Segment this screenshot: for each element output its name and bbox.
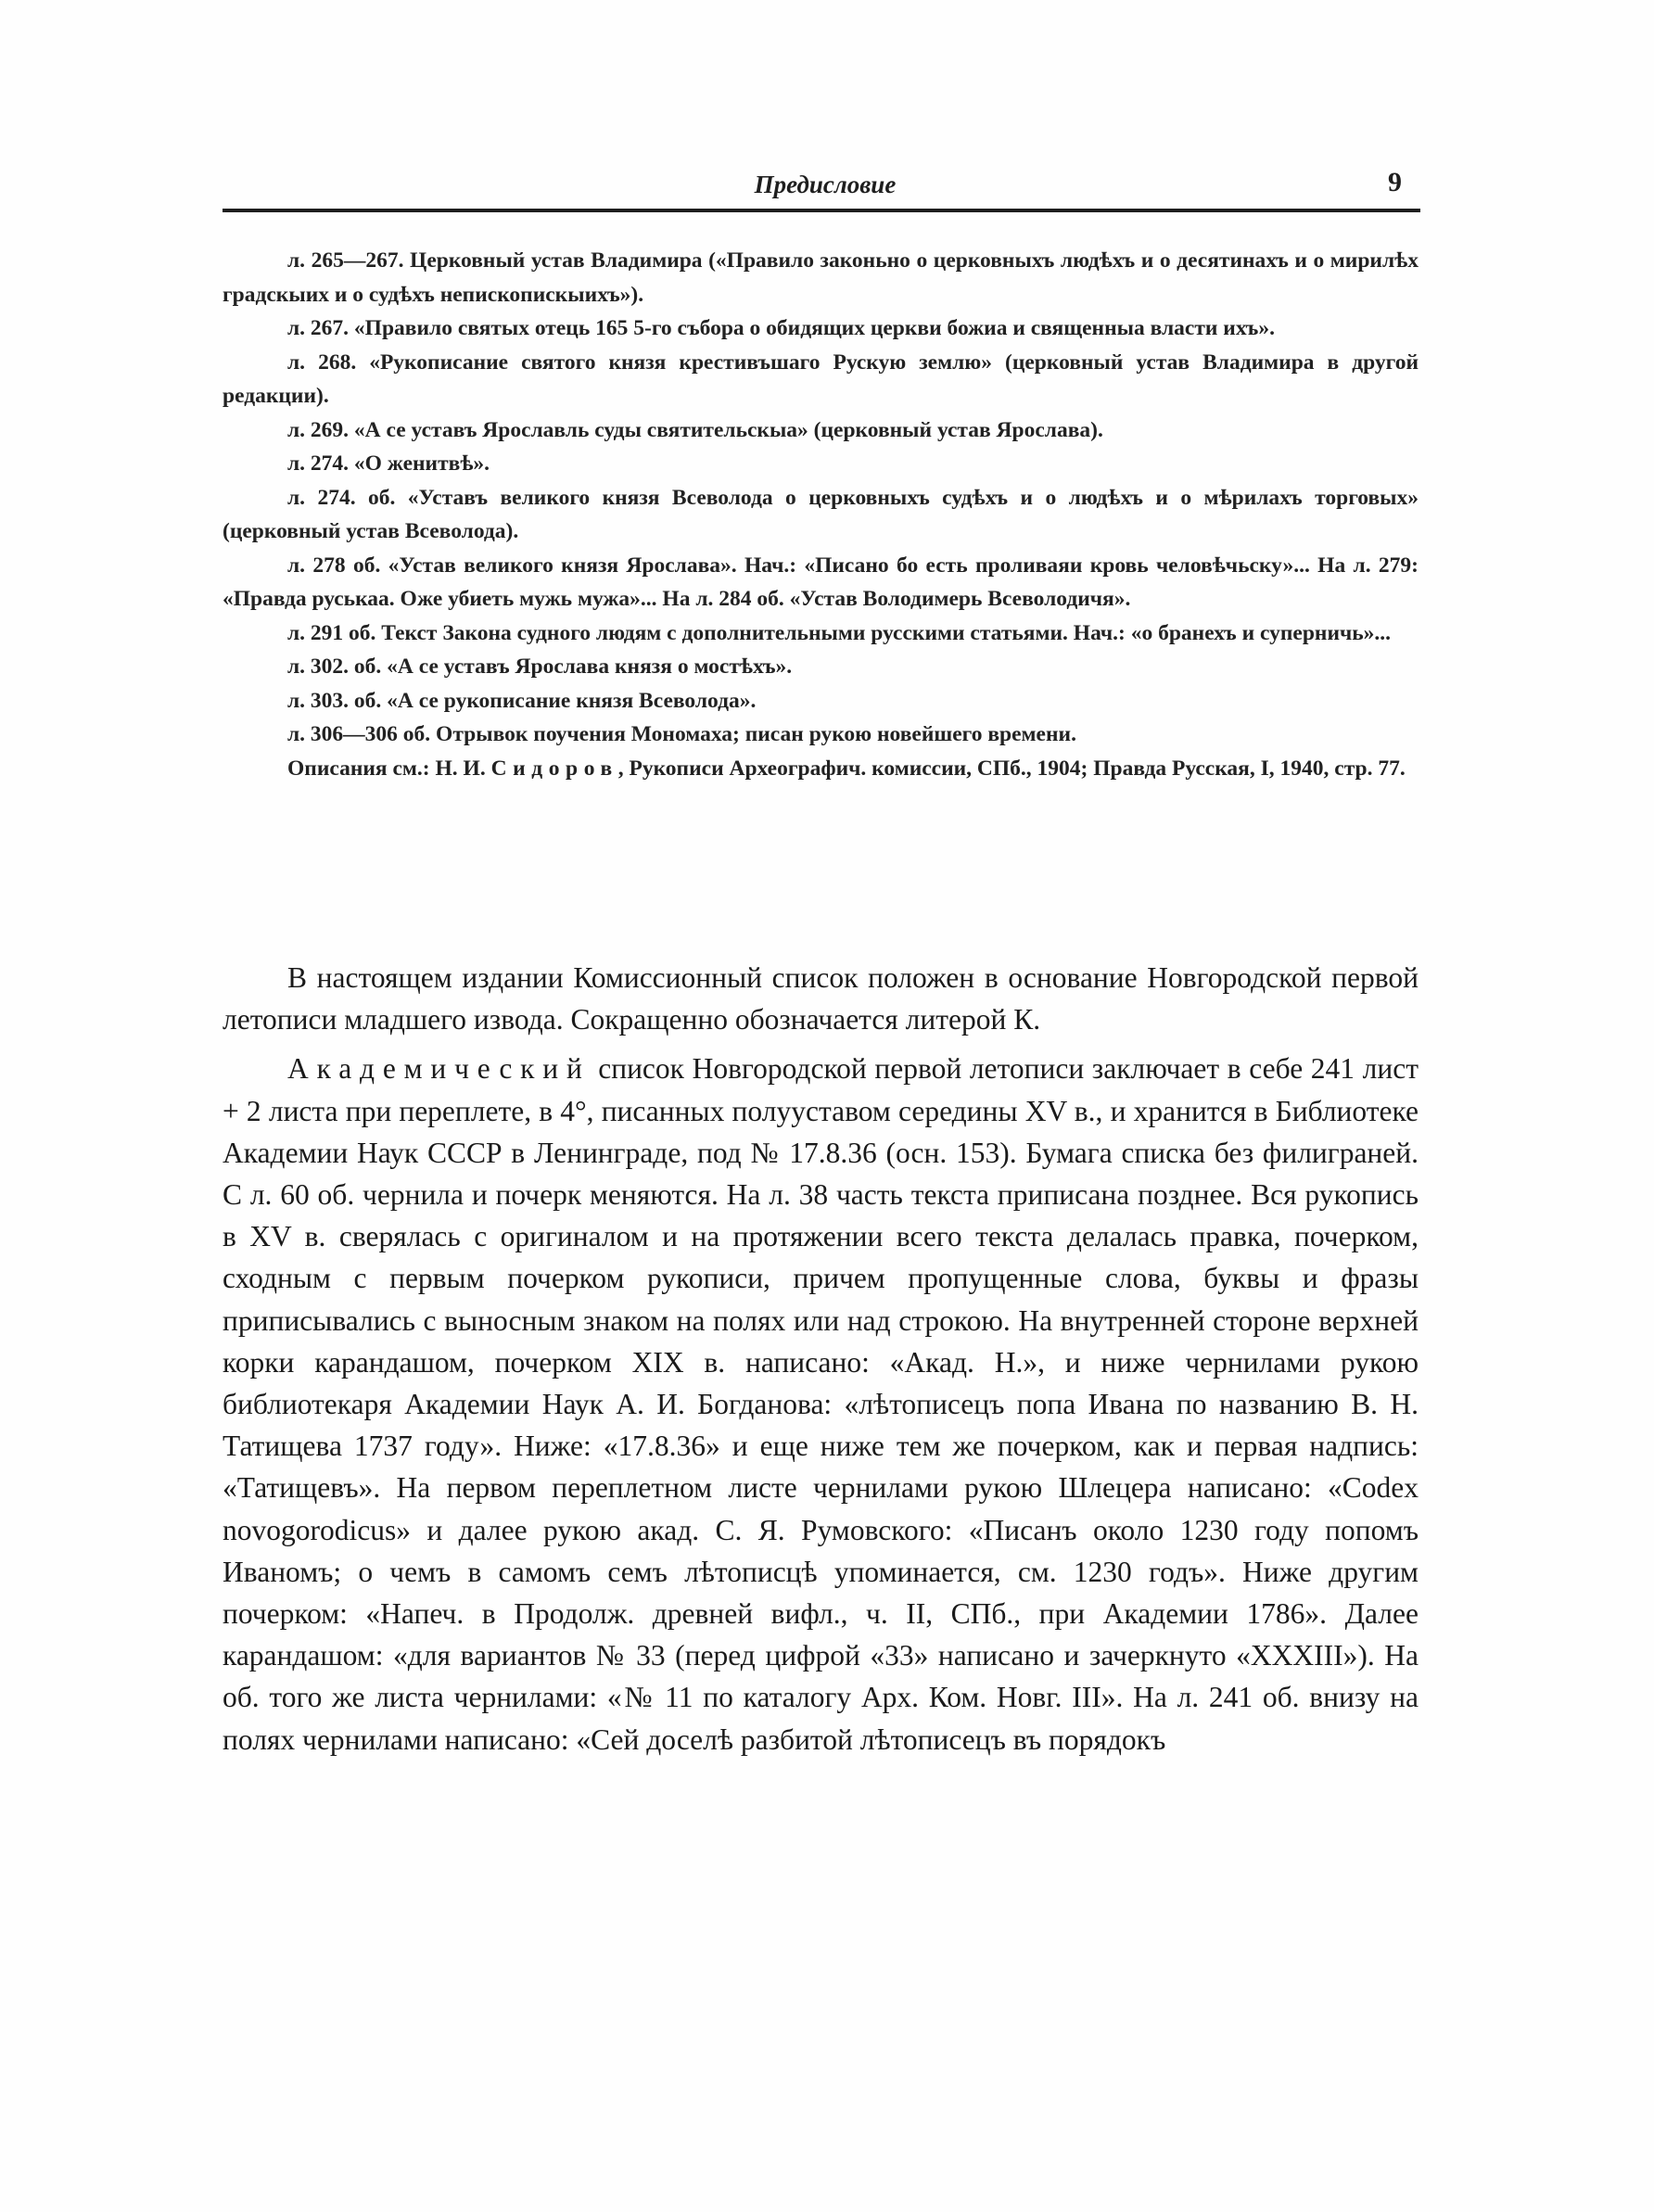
contents-entry: л. 291 об. Текст Закона судного людям с дополнительными русскими статьями. Нач.: «о бранехъ и суперничь»...	[287, 620, 1392, 645]
contents-entry: л. 265—267. Церковный устав Владимира («Правило законьно о церковныхъ людѣхъ и о десятинахъ и о мирилѣх градскыих и о судѣхъ непископискыихъ»).	[223, 248, 1419, 307]
bibliography-author: Сидоров	[490, 756, 618, 781]
header-rule	[223, 209, 1420, 212]
contents-entry: л. 274. «О женитвѣ».	[287, 451, 490, 476]
main-text	[223, 957, 1419, 1761]
contents-entry: л. 278 об. «Устав великого князя Ярослава». Нач.: «Писано бо есть проливаяи кровь человѣчьску»... На л. 279: «Правда руськаа. Оже убиеть мужь мужа»... На л. 284 об. «Устав Володимерь Всеволодичя».	[223, 553, 1419, 611]
running-title: Предисловие	[754, 171, 897, 198]
paragraph-commission-list: В настоящем издании Комиссионный список положен в основание Новгородской первой летописи младшего извода. Сокращенно обозначается литерой К.	[223, 961, 1419, 1036]
contents-entry: л. 306—306 об. Отрывок поучения Мономаха; писан рукою новейшего времени.	[287, 722, 1076, 746]
manuscript-contents-list	[223, 244, 1419, 785]
paragraph-lead-word: Академический	[287, 1052, 591, 1086]
bibliography-prefix: Описания см.: Н. И.	[287, 756, 491, 781]
contents-entry: л. 303. об. «А се рукописание князя Всеволода».	[287, 688, 757, 713]
running-head	[223, 167, 1428, 213]
contents-entry: л. 302. об. «А се уставъ Ярослава князя о мостѣхъ».	[287, 655, 793, 679]
contents-entry: л. 267. «Правило святых отець 165 5-го събора о обидящих церкви божиа и священныа власти ихъ».	[287, 316, 1276, 340]
paragraph-body: список Новгородской первой летописи заключает в себе 241 лист + 2 листа при переплете, в 4°, писанных полууставом середины XV в., и хранится в Библиотеке Академии Наук СССР в Ленинграде, под № 17.8.36 (осн. 153). Бумага списка без филиграней. С л. 60 об. чернила и почерк меняются. На л. 38 часть текста приписана позднее. Вся рукопись в XV в. сверялась с оригиналом и на протяжении всего текста делалась правка, почерком, сходным с первым почерком рукописи, причем пропущенные слова, буквы и фразы приписывались с выносным знаком на полях или над строкою. На внутренней стороне верхней корки карандашом, почерком XIX в. написано: «Акад. Н.», и ниже чернилами рукою библиотекаря Академии Наук А. И. Богданова: «лѣтописецъ попа Ивана по названию В. Н. Татищева 1737 году». Ниже: «17.8.36» и еще ниже тем же почерком, как и первая надпись: «Татищевъ». На первом переплетном листе чернилами рукою Шлецера написано: «Codex novogorodicus» и далее рукою акад. С. Я. Румовского: «Писанъ около 1230 году попомъ Иваномъ; о чемъ в самомъ семъ лѣтописцѣ упоминается, см. 1230 годъ». Ниже другим почерком: «Напеч. в Продолж. древней вифл., ч. II, СПб., при Академии 1786». Далее карандашом: «для вариантов № 33 (перед цифрой «33» написано и зачеркнуто «XXXIII»). На об. того же листа чернилами: «№ 11 по каталогу Арх. Ком. Новг. III». На л. 241 об. внизу на полях чернилами написано: «Сей доселѣ разбитой лѣтописецъ въ порядокъ	[223, 1052, 1419, 1756]
contents-entry: л. 269. «А се уставъ Ярославль суды святительскыа» (церковный устав Ярослава).	[287, 417, 1103, 442]
bibliography-suffix: , Рукописи Археографич. комиссии, СПб., 1904; Правда Русская, I, 1940, стр. 77.	[617, 756, 1406, 781]
contents-entry: л. 274. об. «Уставъ великого князя Всеволода о церковныхъ судѣхъ и о людѣхъ и о мѣрилахъ торговых» (церковный устав Всеволода).	[223, 485, 1419, 543]
paragraph-academic-list	[223, 1048, 1419, 1760]
page-number: 9	[1388, 167, 1402, 197]
bibliography-note	[223, 752, 1419, 786]
contents-entry: л. 268. «Рукописание святого князя крестивъшаго Рускую землю» (церковный устав Владимира в другой редакции).	[223, 350, 1419, 408]
